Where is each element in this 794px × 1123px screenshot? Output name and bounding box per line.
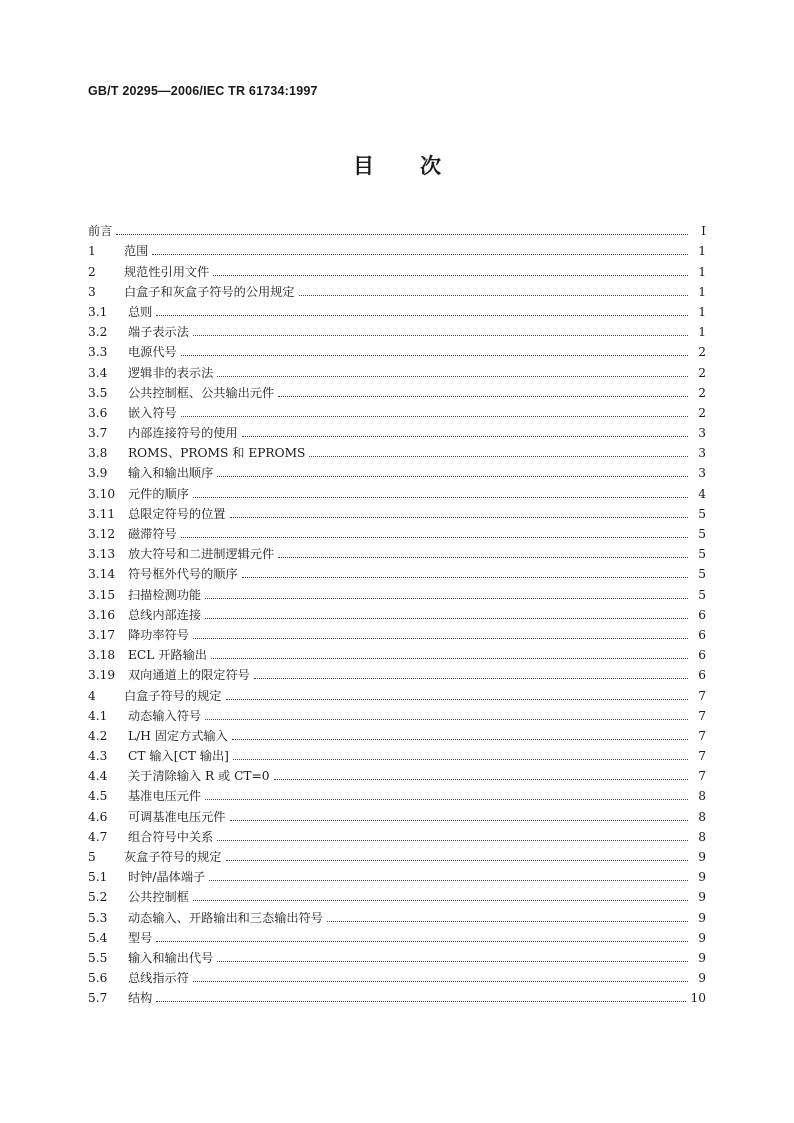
toc-leader-dots bbox=[193, 637, 688, 639]
toc-entry-title: 动态输入符号 bbox=[128, 708, 202, 723]
toc-entry[interactable] bbox=[88, 480, 706, 500]
toc-entry[interactable] bbox=[88, 985, 706, 1005]
toc-entry-page: 5 bbox=[698, 567, 706, 582]
toc-entry-title: 可调基准电压元件 bbox=[128, 809, 226, 824]
toc-entry-title: 逻辑非的表示法 bbox=[128, 365, 214, 380]
toc-entry[interactable] bbox=[88, 238, 706, 258]
toc-entry[interactable] bbox=[88, 803, 706, 823]
toc-entry[interactable] bbox=[88, 904, 706, 924]
toc-leader-dots bbox=[278, 395, 688, 397]
toc-entry-number: 3.2 bbox=[88, 325, 108, 340]
toc-leader-dots bbox=[152, 253, 688, 255]
toc-entry[interactable] bbox=[88, 440, 706, 460]
toc-entry-number: 5.5 bbox=[88, 950, 108, 965]
toc-entry-title: 组合符号中关系 bbox=[128, 829, 214, 844]
toc-leader-dots bbox=[193, 334, 688, 336]
toc-leader-dots bbox=[211, 657, 688, 659]
toc-entry-page: 1 bbox=[698, 284, 706, 299]
toc-entry[interactable] bbox=[88, 884, 706, 904]
toc-entry-number: 3.9 bbox=[88, 466, 108, 481]
toc-entry[interactable] bbox=[88, 622, 706, 642]
toc-entry-page: 6 bbox=[698, 668, 706, 683]
toc-entry-title: 灰盒子符号的规定 bbox=[124, 850, 222, 864]
toc-leader-dots bbox=[193, 496, 688, 498]
toc-leader-dots bbox=[116, 233, 688, 235]
toc-entry-number: 5.1 bbox=[88, 870, 108, 885]
toc-entry-page: 2 bbox=[698, 365, 706, 380]
toc-entry[interactable] bbox=[88, 561, 706, 581]
toc-entry-number: 3.17 bbox=[88, 627, 116, 642]
toc-entry[interactable] bbox=[88, 602, 706, 622]
toc-entry-title: 端子表示法 bbox=[128, 325, 189, 340]
toc-leader-dots bbox=[193, 899, 688, 901]
toc-entry-title: 公共控制框、公共输出元件 bbox=[128, 385, 275, 400]
toc-entry-page: 1 bbox=[698, 264, 706, 279]
toc-entry-page: 2 bbox=[698, 385, 706, 400]
toc-entry-title: L/H 固定方式输入 bbox=[128, 728, 228, 743]
toc-entry-number: 5.6 bbox=[88, 971, 108, 986]
toc-leader-dots bbox=[181, 536, 688, 538]
toc-leader-dots bbox=[205, 718, 688, 720]
toc-entry-page: 7 bbox=[698, 708, 706, 723]
toc-entry-title: 型号 bbox=[128, 930, 153, 945]
toc-entry-title: 基准电压元件 bbox=[128, 789, 202, 804]
toc-entry-number: 3.19 bbox=[88, 668, 116, 683]
toc-entry[interactable] bbox=[88, 783, 706, 803]
toc-leader-dots bbox=[156, 1000, 686, 1002]
document-id-header: GB/T 20295—2006/IEC TR 61734:1997 bbox=[88, 84, 318, 98]
toc-entry-title: CT 输入[CT 输出] bbox=[128, 749, 229, 764]
toc-entry-page: 7 bbox=[698, 728, 706, 743]
toc-leader-dots bbox=[217, 960, 688, 962]
toc-entry-number: 1 bbox=[88, 244, 96, 259]
toc-entry-number: 5.2 bbox=[88, 890, 108, 905]
toc-entry[interactable] bbox=[88, 541, 706, 561]
toc-entry-title: 元件的顺序 bbox=[128, 486, 189, 501]
toc-leader-dots bbox=[242, 576, 688, 578]
toc-entry-title: 规范性引用文件 bbox=[124, 264, 210, 279]
toc-leader-dots bbox=[230, 516, 689, 518]
toc-entry-page: 9 bbox=[698, 870, 706, 885]
toc-entry[interactable] bbox=[88, 380, 706, 400]
toc-leader-dots bbox=[193, 980, 688, 982]
toc-entry-number: 4.1 bbox=[88, 708, 108, 723]
toc-entry[interactable] bbox=[88, 218, 706, 238]
toc-entry-title: ROMS、PROMS 和 EPROMS bbox=[128, 446, 306, 461]
toc-leader-dots bbox=[327, 920, 688, 922]
toc-entry-title: 输入和输出顺序 bbox=[128, 466, 214, 481]
toc-entry-page: 9 bbox=[698, 910, 706, 925]
toc-entry-page: 9 bbox=[698, 930, 706, 945]
toc-entry-title: 降功率符号 bbox=[128, 627, 189, 642]
toc-entry[interactable] bbox=[88, 258, 706, 278]
toc-entry-title: ECL 开路输出 bbox=[128, 648, 207, 663]
toc-entry-number: 3.3 bbox=[88, 345, 108, 360]
toc-entry[interactable] bbox=[88, 339, 706, 359]
toc-entry-page: 2 bbox=[698, 345, 706, 360]
toc-entry-title: 总则 bbox=[128, 304, 153, 319]
toc-entry-number: 3.12 bbox=[88, 527, 116, 541]
toc-entry-number: 3.6 bbox=[88, 405, 108, 420]
toc-leader-dots bbox=[209, 879, 688, 881]
toc-entry-title: 白盒子和灰盒子符号的公用规定 bbox=[124, 284, 295, 299]
toc-entry-page: 7 bbox=[698, 688, 706, 703]
toc-leader-dots bbox=[274, 778, 688, 780]
toc-leader-dots bbox=[242, 435, 688, 437]
toc-entry-number: 4.7 bbox=[88, 829, 108, 844]
toc-leader-dots bbox=[217, 375, 688, 377]
toc-entry-page: 7 bbox=[698, 769, 706, 784]
toc-entry[interactable] bbox=[88, 279, 706, 299]
toc-leader-dots bbox=[181, 354, 688, 356]
toc-entry[interactable] bbox=[88, 682, 706, 702]
toc-entry-title: 前言 bbox=[88, 224, 113, 239]
toc-leader-dots bbox=[226, 698, 689, 700]
toc-entry-page: 1 bbox=[698, 304, 706, 319]
toc-leader-dots bbox=[213, 274, 688, 276]
toc-entry[interactable] bbox=[88, 359, 706, 379]
toc-entry-number: 4.6 bbox=[88, 809, 108, 824]
toc-entry-title: 总线指示符 bbox=[128, 971, 189, 986]
toc-entry-number: 3.14 bbox=[88, 567, 116, 582]
toc-entry-page: 8 bbox=[698, 809, 706, 824]
toc-entry-title: 结构 bbox=[128, 991, 153, 1006]
toc-entry-page: 5 bbox=[698, 587, 706, 602]
toc-entry[interactable] bbox=[88, 925, 706, 945]
toc-entry-title: 双向通道上的限定符号 bbox=[128, 668, 250, 683]
toc-leader-dots bbox=[217, 839, 688, 841]
toc-entry-number: 2 bbox=[88, 264, 96, 279]
toc-entry-page: 1 bbox=[698, 244, 706, 259]
toc-entry-page: 6 bbox=[698, 648, 706, 663]
toc-leader-dots bbox=[217, 475, 688, 477]
toc-entry-title: 动态输入、开路输出和三态输出符号 bbox=[128, 910, 323, 925]
toc-entry-page: 3 bbox=[698, 426, 706, 441]
toc-entry-page: 3 bbox=[698, 466, 706, 481]
toc-entry-page: 2 bbox=[698, 405, 706, 420]
toc-leader-dots bbox=[278, 556, 688, 558]
toc-entry[interactable] bbox=[88, 400, 706, 420]
toc-entry-page: 5 bbox=[698, 506, 706, 521]
toc-entry-title: 电源代号 bbox=[128, 345, 177, 360]
toc-entry[interactable] bbox=[88, 703, 706, 723]
toc-entry[interactable] bbox=[88, 945, 706, 965]
toc-leader-dots bbox=[156, 940, 688, 942]
toc-entry[interactable] bbox=[88, 460, 706, 480]
toc-leader-dots bbox=[233, 758, 688, 760]
toc-leader-dots bbox=[226, 859, 689, 861]
toc-entry-page: 5 bbox=[698, 527, 706, 541]
toc-entry-page: 9 bbox=[698, 850, 706, 864]
toc-entry[interactable] bbox=[88, 844, 706, 864]
toc-entry-page: 7 bbox=[698, 749, 706, 764]
toc-entry[interactable] bbox=[88, 581, 706, 601]
toc-entry-number: 4.4 bbox=[88, 769, 108, 784]
toc-entry-number: 3.7 bbox=[88, 426, 108, 441]
toc-leader-dots bbox=[205, 617, 688, 619]
toc-entry[interactable] bbox=[88, 763, 706, 783]
toc-entry[interactable] bbox=[88, 662, 706, 682]
toc-entry-title: 输入和输出代号 bbox=[128, 950, 214, 965]
toc-entry-number: 3.8 bbox=[88, 446, 108, 461]
table-of-contents bbox=[88, 218, 706, 1005]
toc-entry-page: 8 bbox=[698, 789, 706, 804]
toc-entry[interactable] bbox=[88, 965, 706, 985]
toc-entry-title: 白盒子符号的规定 bbox=[124, 688, 222, 703]
toc-entry-number: 4.3 bbox=[88, 749, 108, 764]
toc-entry-title: 总限定符号的位置 bbox=[128, 506, 226, 521]
toc-entry[interactable] bbox=[88, 743, 706, 763]
toc-entry[interactable] bbox=[88, 864, 706, 884]
toc-entry-number: 3.4 bbox=[88, 365, 108, 380]
toc-entry[interactable] bbox=[88, 521, 706, 541]
toc-entry[interactable] bbox=[88, 501, 706, 521]
toc-leader-dots bbox=[181, 415, 688, 417]
toc-entry-number: 5.7 bbox=[88, 991, 108, 1006]
toc-leader-dots bbox=[230, 819, 689, 821]
toc-leader-dots bbox=[205, 597, 688, 599]
toc-entry-number: 3.15 bbox=[88, 587, 116, 602]
toc-entry-number: 3.11 bbox=[88, 506, 116, 521]
toc-entry[interactable] bbox=[88, 723, 706, 743]
toc-entry-title: 磁滞符号 bbox=[128, 527, 177, 541]
toc-entry-title: 关于清除输入 R 或 CT=0 bbox=[128, 769, 270, 784]
page-title: 目次 bbox=[353, 154, 487, 178]
toc-entry-number: 3.10 bbox=[88, 486, 116, 501]
toc-leader-dots bbox=[232, 738, 688, 740]
toc-entry-number: 5.3 bbox=[88, 910, 108, 925]
toc-entry-page: I bbox=[701, 224, 706, 239]
toc-entry[interactable] bbox=[88, 299, 706, 319]
toc-entry-number: 3.5 bbox=[88, 385, 108, 400]
toc-entry-title: 符号框外代号的顺序 bbox=[128, 567, 238, 582]
toc-entry-number: 3.16 bbox=[88, 607, 116, 622]
toc-entry[interactable] bbox=[88, 420, 706, 440]
toc-entry-page: 5 bbox=[698, 547, 706, 562]
toc-entry-page: 1 bbox=[698, 325, 706, 340]
toc-entry-page: 9 bbox=[698, 890, 706, 905]
toc-leader-dots bbox=[205, 798, 688, 800]
toc-entry[interactable] bbox=[88, 824, 706, 844]
toc-entry-number: 3.13 bbox=[88, 547, 116, 562]
toc-entry-title: 范围 bbox=[124, 244, 149, 259]
toc-entry-number: 3.18 bbox=[88, 648, 116, 663]
toc-entry-page: 9 bbox=[698, 971, 706, 986]
toc-entry-number: 4 bbox=[88, 688, 96, 703]
toc-leader-dots bbox=[156, 314, 688, 316]
toc-entry-page: 3 bbox=[698, 446, 706, 461]
toc-entry[interactable] bbox=[88, 319, 706, 339]
toc-entry-page: 9 bbox=[698, 950, 706, 965]
toc-entry-number: 5 bbox=[88, 850, 96, 864]
toc-entry-page: 4 bbox=[698, 486, 706, 501]
toc-entry-page: 6 bbox=[698, 627, 706, 642]
toc-entry-title: 嵌入符号 bbox=[128, 405, 177, 420]
toc-entry-title: 总线内部连接 bbox=[128, 607, 202, 622]
toc-entry-number: 4.5 bbox=[88, 789, 108, 804]
toc-entry-page: 10 bbox=[690, 991, 706, 1006]
toc-entry-page: 8 bbox=[698, 829, 706, 844]
toc-entry-number: 3.1 bbox=[88, 304, 108, 319]
toc-entry-title: 公共控制框 bbox=[128, 890, 189, 905]
toc-entry-number: 4.2 bbox=[88, 728, 108, 743]
toc-entry-number: 3 bbox=[88, 284, 96, 299]
toc-entry-title: 内部连接符号的使用 bbox=[128, 426, 238, 441]
toc-entry[interactable] bbox=[88, 642, 706, 662]
toc-entry-number: 5.4 bbox=[88, 930, 108, 945]
toc-leader-dots bbox=[299, 294, 688, 296]
toc-entry-page: 6 bbox=[698, 607, 706, 622]
toc-entry-title: 放大符号和二进制逻辑元件 bbox=[128, 547, 275, 562]
toc-entry-title: 时钟/晶体端子 bbox=[128, 870, 206, 885]
toc-entry-title: 扫描检测功能 bbox=[128, 587, 202, 602]
toc-leader-dots bbox=[309, 455, 688, 457]
toc-leader-dots bbox=[254, 677, 688, 679]
